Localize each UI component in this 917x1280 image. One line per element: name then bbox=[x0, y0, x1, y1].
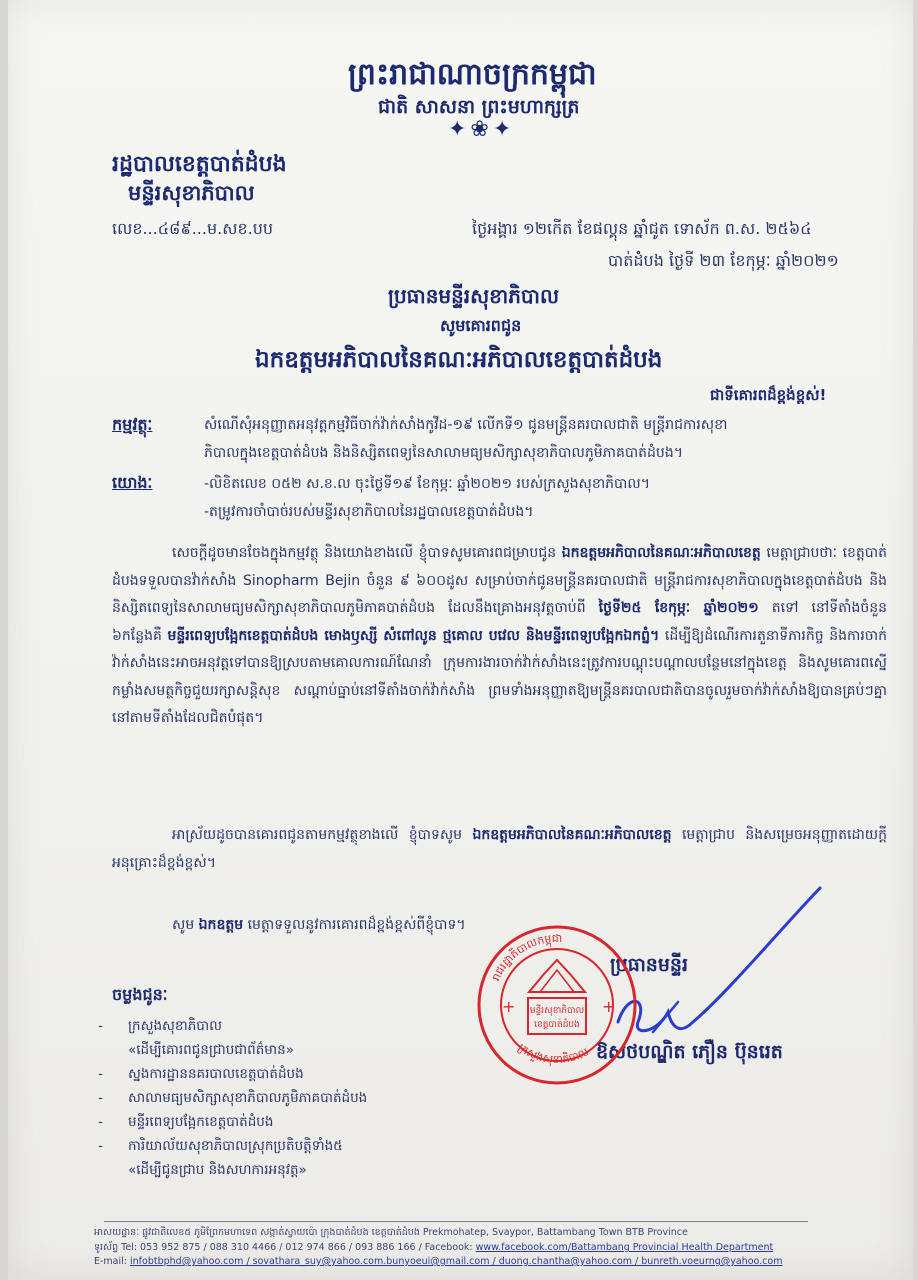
reference-number: លេខ...៤៨៩...ម.សខ.បប bbox=[112, 219, 273, 238]
lunar-date: ថ្ងៃអង្គារ ១២កើត ខែផល្គុន ឆ្នាំជូត ទោស័ក ព.ស. ២៥៦៤ bbox=[472, 219, 812, 238]
solar-date: បាត់ដំបង ថ្ងៃទី ២៣ ខែកុម្ភៈ ឆ្នាំ២០២១ bbox=[608, 251, 839, 270]
signature-title: ប្រធានមន្ទីរ bbox=[610, 954, 689, 976]
svg-text:រាជរដ្ឋាភិបាលកម្ពុជា: រាជរដ្ឋាភិបាលកម្ពុជា bbox=[489, 931, 563, 984]
closing-b: ឯកឧត្តម bbox=[198, 917, 244, 933]
footer-email: E-mail: infobtbphd@yahoo.com / sovathara_suy@yahoo.com.bunyoeui@gmail.com / duong.chantha@yahoo.com / bunreth.voeurng@yahoo.com bbox=[94, 1256, 783, 1267]
copies-list bbox=[98, 1014, 367, 1182]
national-motto-line2: ជាតិ សាសនា ព្រះមហាក្សត្រ bbox=[378, 96, 580, 118]
reference-line1: -លិខិតលេខ ០៥២ ស.ខ.ល ចុះថ្ងៃទី១៩ ខែកុម្ភៈ ឆ្នាំ២០២១ របស់ក្រសួងសុខាភិបាល។ bbox=[204, 476, 650, 492]
footer-divider bbox=[104, 1221, 808, 1222]
closing-a: សូម bbox=[172, 917, 195, 933]
copies-title: ចម្លងជូនៈ bbox=[112, 985, 168, 1004]
svg-text:+: + bbox=[502, 997, 516, 1016]
footer-phone: ទូរស័ព្ទ Tel: 053 952 875 / 088 310 4466 / 012 974 866 / 093 886 166 / Facebook: www.facebook.com/Battambang Provincial Health Department bbox=[94, 1242, 774, 1253]
closing-c: មេត្តាទទួលនូវការគោរពដ៏ខ្ពង់ខ្ពស់ពីខ្ញុំបាទ។ bbox=[247, 917, 466, 933]
body-p1-e: តទៅ នៅទីតាំងចំនួន ៦កន្លែងគឺ bbox=[112, 600, 887, 644]
body-p1-d: ថ្ងៃទី២៥ ខែកុម្ភៈ ឆ្នាំ២០២១ bbox=[598, 600, 759, 616]
facebook-link[interactable]: www.facebook.com/Battambang Provincial Health Department bbox=[475, 1242, 774, 1253]
from-title: ប្រធានមន្ទីរសុខាភិបាល bbox=[388, 284, 559, 308]
copies-item-note: «ដើម្បីជូនជ្រាប និងសហការអនុវត្ត» bbox=[128, 1162, 307, 1178]
footer-address: អាសយដ្ឋានៈ ផ្លូវជាតិលេខ៥ ភូមិព្រែកមហាទេព សង្កាត់ស្វាយប៉ោ ក្រុងបាត់ដំបង ខេត្តបាត់ដំបង Prekmohatep, Svaypor, Battambang Town BTB Province bbox=[94, 1227, 688, 1238]
subject-line1: សំណើសុំអនុញ្ញាតអនុវត្តកម្មវិធីចាក់វ៉ាក់សាំងកូវីដ-១៩ លើកទី១ ជូនមន្ត្រីនគរបាលជាតិ មន្ត្រីរាជការសុខា bbox=[204, 417, 728, 433]
body-p1-g: ដើម្បីឱ្យដំណើរការតួនាទីភារកិច្ច និងការចាក់វ៉ាក់សាំងនេះអាចអនុវត្តទៅបានឱ្យស្របតាមគោលការណ៍ណែនាំ ក្រុមការងារចាក់វ៉ាក់សាំងនេះត្រូវការបណ្តុះបណ្តាលបន្ថែមនៅក្នុងខេត្ត និងសូមគោរពស្នើកម្លាំងសមត្ថកិច្ចជួយរក្សាសន្តិសុខ សណ្តាប់ធ្នាប់នៅទីតាំងចាក់វ៉ាក់សាំង ព្រមទាំងអនុញ្ញាតឱ្យមន្ត្រីនគរបាលជាតិបានចូលរួមចាក់វ៉ាក់សាំងឱ្យបានគ្រប់ៗគ្នា នៅតាមទីតាំងដែលជិតបំផុត។ bbox=[112, 627, 887, 726]
copies-item: - សាលាមធ្យមសិក្សាសុខាភិបាលភូមិភាគបាត់ដំបង bbox=[98, 1090, 368, 1106]
email-links[interactable]: infobtbphd@yahoo.com / sovathara_suy@yahoo.com.bunyoeui@gmail.com / duong.chantha@yahoo.com / bunreth.voeurng@yahoo.com bbox=[130, 1256, 783, 1267]
body-p2-a: អាស្រ័យដូចបានគោរពជូនតាមកម្មវត្ថុខាងលើ ខ្ញុំបាទសូម bbox=[172, 827, 463, 843]
copies-item: - ស្នងការដ្ឋាននគរបាលខេត្តបាត់ដំបង bbox=[98, 1066, 304, 1082]
reference-label: យោងៈ bbox=[112, 473, 153, 492]
subject-line2: ភិបាលក្នុងខេត្តបាត់ដំបង និងនិស្សិតពេទ្យនៃសាលាមធ្យមសិក្សាសុខាភិបាលភូមិភាគបាត់ដំបង។ bbox=[204, 445, 683, 461]
body-p1-c: មេត្តាជ្រាបថាៈ ខេត្តបាត់ដំបងទទួលបានវ៉ាក់សាំង Sinopharm Bejin ចំនួន ៩ ៦០០ដូស សម្រាប់ចាក់ជូនមន្ត្រីនគរបាលជាតិ មន្ត្រីរាជការសុខាភិបាលក្នុងខេត្តបាត់ដំបង និងនិស្សិតពេទ្យនៃសាលាមធ្យមសិក្សាសុខាភិបាលភូមិភាគបាត់ដំបង ដែលនឹងគ្រោងអនុវត្តចាប់ពី bbox=[112, 545, 888, 616]
copies-item: - ក្រសួងសុខាភិបាល bbox=[98, 1018, 222, 1034]
body-p1-b: ឯកឧត្តមអភិបាលនៃគណៈអភិបាលខេត្ត bbox=[561, 545, 761, 561]
ornament-divider: ✦❀✦ bbox=[448, 117, 516, 142]
copies-item: - ការិយាល័យសុខាភិបាលស្រុកប្រតិបត្តិទាំង៥ bbox=[98, 1138, 343, 1154]
sender-org-line1: រដ្ឋបាលខេត្តបាត់ដំបង bbox=[112, 152, 287, 177]
body-paragraph-2 bbox=[112, 822, 887, 877]
svg-text:ខេត្តបាត់ដំបង: ខេត្តបាត់ដំបង bbox=[534, 1020, 580, 1030]
body-p1-f: មន្ទីរពេទ្យបង្អែកខេត្តបាត់ដំបង មោងឫស្សី សំពៅលូន ថ្មគោល បវេល និងមន្ទីរពេទ្យបង្អែកឯកព្នំ។ bbox=[167, 627, 660, 644]
reference-line2: -តម្រូវការចាំបាច់របស់មន្ទីរសុខាភិបាលនៃរដ្ឋបាលខេត្តបាត់ដំបង។ bbox=[204, 504, 534, 520]
honorific-line: ជាទីគោរពដ៏ខ្ពង់ខ្ពស់! bbox=[710, 386, 827, 404]
subject-label: កម្មវត្ថុៈ bbox=[112, 415, 153, 434]
letter-page bbox=[8, 0, 913, 1280]
official-stamp bbox=[474, 922, 640, 1088]
copies-item-note: «ដើម្បីគោរពជូនជ្រាបជាព័ត៌មាន» bbox=[128, 1042, 294, 1058]
body-p2-b: ឯកឧត្តមអភិបាលនៃគណៈអភិបាលខេត្ត bbox=[472, 827, 672, 843]
addressee-title: ឯកឧត្តមអភិបាលនៃគណៈអភិបាលខេត្តបាត់ដំបង bbox=[255, 347, 663, 373]
sender-org-line2: មន្ទីរសុខាភិបាល bbox=[128, 181, 255, 205]
signer-name: ឱសថបណ្ឌិត ភឿន ប៊ុនរេត bbox=[596, 1041, 783, 1063]
svg-text:ក្រសួងសុខាភិបាល: ក្រសួងសុខាភិបាល bbox=[515, 1040, 591, 1066]
body-paragraph-1 bbox=[112, 540, 887, 733]
copies-item: - មន្ទីរពេទ្យបង្អែកខេត្តបាត់ដំបង bbox=[98, 1114, 274, 1130]
body-p2-c: មេត្តាជ្រាប និងសម្រេចអនុញ្ញាតដោយក្តីអនុគ្រោះដ៏ខ្ពង់ខ្ពស់។ bbox=[112, 827, 888, 871]
body-p1-a: សេចក្តីដូចមានចែងក្នុងកម្មវត្ថុ និងយោងខាងលើ ខ្ញុំបាទសូមគោរពជម្រាបជូន bbox=[172, 545, 557, 561]
respectfully-line: សូមគោរពជូន bbox=[440, 316, 522, 335]
national-motto-line1: ព្រះរាជាណាចក្រកម្ពុជា bbox=[348, 57, 597, 92]
svg-text:មន្ទីរសុខាភិបាល: មន្ទីរសុខាភិបាល bbox=[529, 1006, 585, 1016]
svg-text:+: + bbox=[602, 997, 616, 1016]
